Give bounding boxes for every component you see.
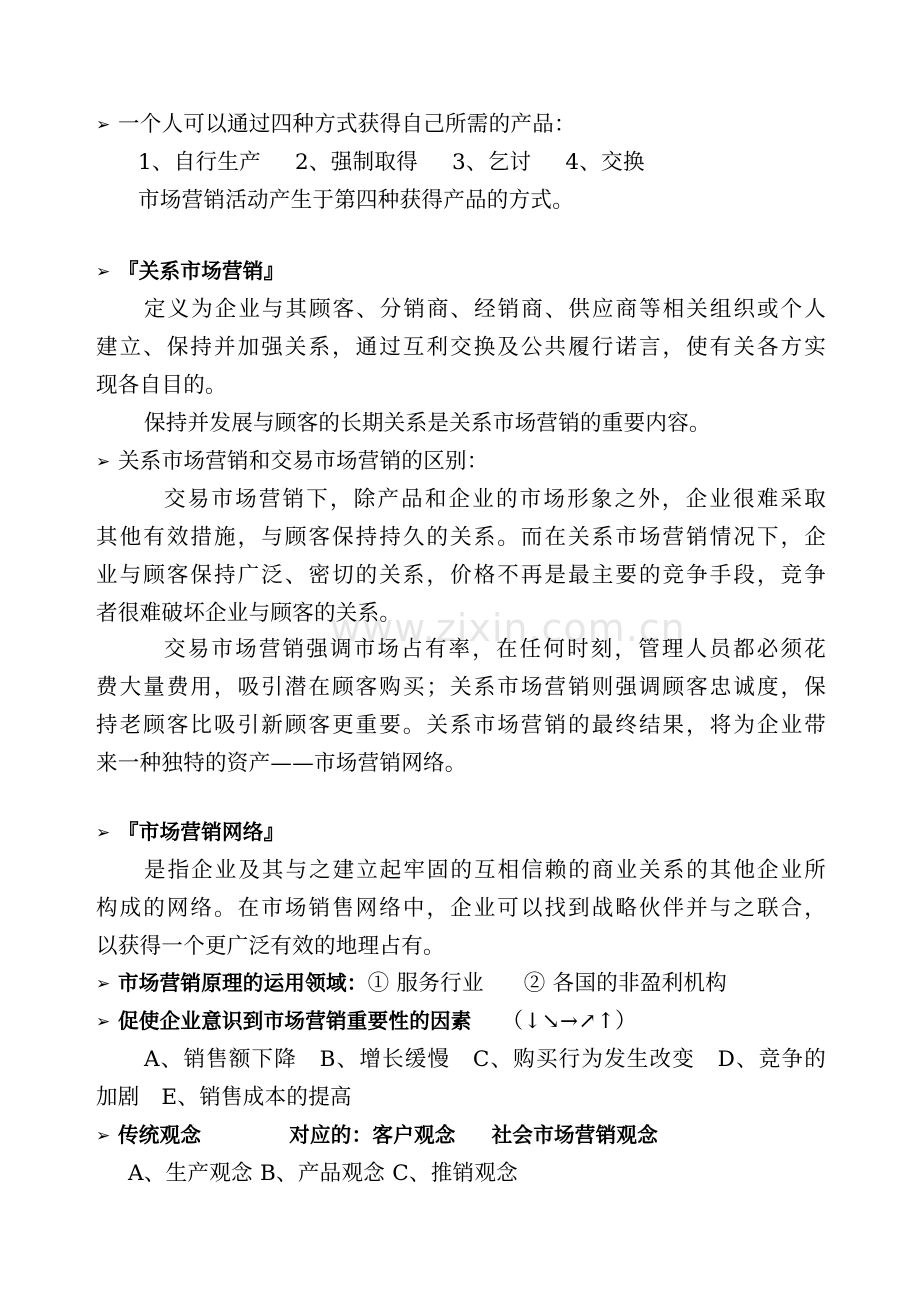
network-def-line-1: 是指企业及其与之建立起牢固的互相信赖的商业关系的其他企业所: [144, 858, 826, 883]
difference-p2-line-2: 费大量费用，吸引潜在顾客购买；关系市场营销则强调顾客忠诚度，保: [96, 675, 826, 700]
relationship-def-line-3: 现各自目的。: [96, 373, 227, 398]
difference-heading-line: [96, 443, 836, 482]
factors-list-line-1: A、销售额下降 B、增长缓慢 C、购买行为发生改变 D、竞争的: [144, 1047, 826, 1072]
corresponding-concept: 对应的：客户观念: [289, 1123, 456, 1147]
difference-p1-line-1: 交易市场营销下，除产品和企业的市场形象之外，企业很难采取: [164, 487, 826, 512]
difference-heading: 关系市场营销和交易市场营销的区别：: [118, 449, 489, 474]
method-1: 1、自行生产: [138, 150, 261, 175]
relationship-title-line: [96, 253, 836, 292]
methods-line: [138, 144, 878, 182]
intro-conclusion: 市场营销活动产生于第四种获得产品的方式。: [138, 188, 575, 213]
arrowhead-bullet-icon: ➢: [96, 1126, 111, 1146]
arrowhead-bullet-icon: ➢: [96, 115, 111, 135]
traditional-concept: 传统观念: [118, 1123, 202, 1147]
social-concept: 社会市场营销观念: [491, 1123, 659, 1147]
difference-p2-line-1: 交易市场营销强调市场占有率，在任何时刻，管理人员都必须花: [164, 637, 826, 662]
factors-label: 促使企业意识到市场营销重要性的因素: [118, 1009, 472, 1033]
arrowhead-bullet-icon: ➢: [96, 974, 111, 994]
method-3: 3、乞讨: [451, 150, 532, 175]
network-def-line-3: 以获得一个更广泛有效的地理占有。: [96, 934, 445, 959]
arrowhead-bullet-icon: ➢: [96, 262, 111, 282]
method-4: 4、交换: [565, 150, 645, 175]
concepts-list: A、生产观念 B、产品观念 C、推销观念: [128, 1161, 518, 1186]
arrowhead-bullet-icon: ➢: [96, 1012, 111, 1032]
arrowhead-bullet-icon: ➢: [96, 452, 111, 472]
difference-p1-line-2: 其他有效措施，与顾客保持持久的关系。而在关系市场营销情况下，企: [96, 525, 826, 550]
factors-list-line-2: 加剧 E、销售成本的提高: [96, 1085, 352, 1110]
network-title: 『市场营销网络』: [118, 820, 285, 844]
relationship-def-line-1: 定义为企业与其顾客、分销商、经销商、供应商等相关组织或个人: [144, 297, 826, 322]
factors-arrows: （↓↘→↗↑）: [501, 1009, 637, 1034]
application-item-1: ① 服务行业: [367, 971, 484, 996]
difference-p2-line-3: 持老顾客比吸引新顾客更重要。关系市场营销的最终结果，将为企业带: [96, 713, 826, 738]
method-2: 2、强制取得: [294, 150, 418, 175]
concepts-line: [96, 1117, 836, 1156]
application-label: 市场营销原理的运用领域：: [118, 971, 368, 995]
network-title-line: [96, 814, 836, 853]
application-item-2: ② 各国的非盈利机构: [523, 971, 728, 996]
difference-p1-line-3: 业与顾客保持广泛、密切的关系，价格不再是最主要的竞争手段，竞争: [96, 563, 826, 588]
intro-heading-line: [96, 106, 836, 145]
application-line: [96, 965, 836, 1004]
difference-p1-line-4: 者很难破坏企业与顾客的关系。: [96, 601, 402, 626]
watermark: www.zixin.com.cn: [330, 606, 686, 650]
intro-heading: 一个人可以通过四种方式获得自己所需的产品：: [118, 112, 576, 137]
relationship-title: 『关系市场营销』: [118, 259, 285, 283]
arrowhead-bullet-icon: ➢: [96, 823, 111, 843]
relationship-def-line-2: 建立、保持并加强关系，通过互利交换及公共履行诺言，使有关各方实: [96, 335, 826, 360]
network-def-line-2: 构成的网络。在市场销售网络中，企业可以找到战略伙伴并与之联合，: [96, 896, 826, 921]
relationship-key-point: 保持并发展与顾客的长期关系是关系市场营销的重要内容。: [144, 411, 711, 436]
difference-p2-line-4: 来一种独特的资产——市场营销网络。: [96, 751, 467, 776]
factors-line: [96, 1003, 836, 1042]
